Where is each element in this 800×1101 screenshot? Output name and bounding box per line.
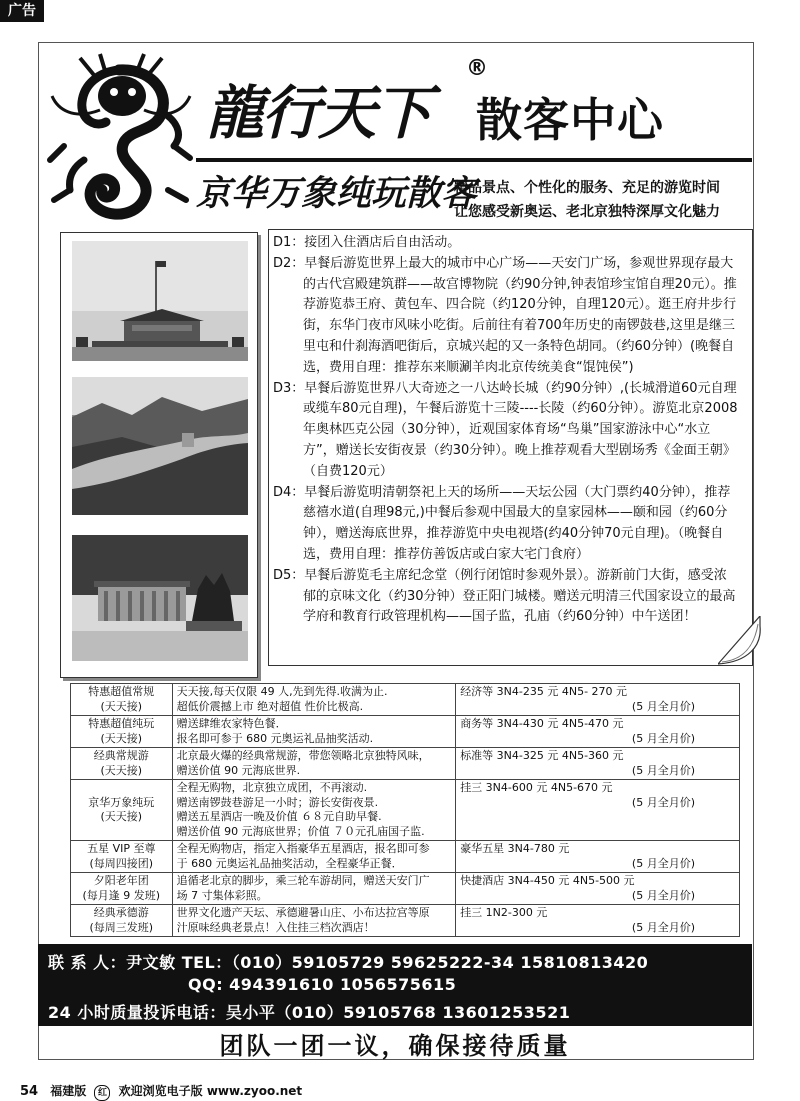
brand-tagline bbox=[454, 176, 720, 224]
product-desc-cell bbox=[172, 748, 456, 780]
product-desc-line: 赠送价值 90 元海底世界. bbox=[176, 763, 301, 777]
product-schedule: (天天接) bbox=[100, 731, 143, 745]
quality-motto: 团队一团一议，确保接待质量 bbox=[219, 1032, 571, 1060]
registered-mark: ® bbox=[466, 56, 488, 81]
product-desc-cell bbox=[172, 841, 456, 873]
contact-bar bbox=[38, 944, 752, 1026]
product-desc-line: 全程无购物，北京独立成团，不再滚动. bbox=[176, 781, 368, 794]
itinerary-day: D4：早餐后游览明清朝祭祀上天的场所——天坛公园（大门票约40分钟），推荐慈禧水道(自理98元,)中餐后参观中国最大的皇家园林——颐和园（约60分钟），赠送海底世界，推荐游览中央电视塔(约40分钟70元自理)。（晚餐自选，费用自理：推荐仿善饭店或白家大宅门食府） bbox=[273, 484, 731, 562]
product-desc-line: 全程无购物店，指定入指豪华五星酒店，报名即可参 bbox=[176, 842, 430, 855]
product-schedule: (每周三发班) bbox=[89, 920, 154, 934]
product-desc-line: 北京最火爆的经典常规游，带您领略北京独特风味， bbox=[176, 749, 430, 762]
product-name: 五星 VIP 至尊 bbox=[87, 842, 156, 855]
product-name-cell bbox=[71, 716, 173, 748]
product-price-cell bbox=[456, 780, 740, 841]
product-price-note: (5 月全月价) bbox=[631, 920, 695, 934]
tagline-line-2: 让您感受新奥运、老北京独特深厚文化魅力 bbox=[454, 204, 720, 220]
itinerary-box bbox=[268, 229, 753, 666]
page-curl-icon bbox=[718, 616, 766, 668]
brand-slogan: 京华万象纯玩散客 bbox=[196, 173, 477, 214]
product-name-cell bbox=[71, 684, 173, 716]
price-table-row bbox=[71, 716, 740, 748]
product-price-note: (5 月全月价) bbox=[631, 856, 695, 870]
product-price-note: (5 月全月价) bbox=[631, 699, 695, 713]
ad-header-tag: 广告 bbox=[0, 0, 44, 22]
product-desc-line: 赠送肆维农家特色餐． bbox=[176, 717, 287, 730]
price-table bbox=[70, 683, 740, 937]
price-table-row bbox=[71, 873, 740, 905]
price-table-row bbox=[71, 905, 740, 937]
product-schedule: (天天接) bbox=[100, 699, 143, 713]
price-table-row bbox=[71, 780, 740, 841]
edition-label: 福建版 bbox=[50, 1084, 87, 1098]
product-desc-cell bbox=[172, 905, 456, 937]
tiananmen-photo bbox=[72, 241, 248, 361]
product-name: 特惠超值纯玩 bbox=[88, 717, 155, 730]
product-price-cell bbox=[456, 905, 740, 937]
product-desc-line: 世界文化遗产天坛、承德避暑山庄、小布达拉宫等原 bbox=[176, 906, 430, 919]
great-wall-photo bbox=[72, 377, 248, 515]
itinerary-text bbox=[273, 233, 739, 628]
product-desc-line: 场 7 寸集体彩照。 bbox=[176, 888, 268, 902]
itinerary-day: D1：接团入住酒店后自由活动。 bbox=[273, 235, 461, 250]
product-price-cell bbox=[456, 716, 740, 748]
price-table-row bbox=[71, 841, 740, 873]
itinerary-day: D2：早餐后游览世界上最大的城市中心广场——天安门广场，参观世界现存最大的古代宫殿建筑群——故宫博物院（约90分钟,钟表馆珍宝馆自理20元）。推荐游览恭王府、黄包车、四合院（约120分钟，自理120元）。逛王府井步行街，东华门夜市风味小吃街。后前往有着700年历史的南锣鼓巷,这里是继三里屯和什刹海酒吧街后，京城兴起的又一条特色胡同。（约60分钟）(晚餐自选，费用自理：推荐东来顺涮羊肉北京传统美食“馄饨侯”) bbox=[273, 255, 737, 375]
product-price-note: (5 月全月价) bbox=[631, 731, 695, 745]
product-price-cell bbox=[456, 841, 740, 873]
product-schedule: (每月逢 9 发班) bbox=[82, 888, 161, 902]
product-desc-line: 赠送五星酒店一晚及价值 ６８元自助早餐. bbox=[176, 810, 382, 823]
price-table-body bbox=[71, 684, 740, 937]
product-desc-line: 报名即可参于 680 元奥运礼品抽奖活动. bbox=[176, 731, 374, 745]
product-price: 挂三 1N2-300 元 bbox=[460, 906, 548, 919]
product-desc-cell bbox=[172, 684, 456, 716]
price-table-row bbox=[71, 748, 740, 780]
contact-line-2: QQ: 494391610 1056575615 bbox=[188, 975, 457, 994]
product-name-cell bbox=[71, 748, 173, 780]
dragon-emblem-icon bbox=[44, 50, 194, 222]
product-name: 经典承德游 bbox=[93, 906, 149, 919]
product-price-note: (5 月全月价) bbox=[631, 888, 695, 902]
product-desc-line: 超低价震撼上市 绝对超值 性价比极高. bbox=[176, 699, 364, 713]
product-desc-line: 于 680 元奥运礼品抽奖活动，全程豪华正餐． bbox=[176, 856, 403, 870]
product-name: 经典常规游 bbox=[93, 749, 149, 762]
brand-title-calligraphy: 龍行天下 bbox=[206, 79, 431, 147]
product-price-note: (5 月全月价) bbox=[631, 763, 695, 777]
product-price-cell bbox=[456, 684, 740, 716]
product-name-cell bbox=[71, 905, 173, 937]
product-name: 特惠超值常规 bbox=[88, 685, 155, 698]
product-schedule: (每周四接团) bbox=[89, 856, 154, 870]
product-desc-cell bbox=[172, 780, 456, 841]
product-price-note: (5 月全月价) bbox=[631, 795, 695, 809]
brand-title-center: 散客中心 bbox=[476, 93, 664, 147]
footer-badge-icon: 红 bbox=[94, 1085, 110, 1101]
product-schedule: (天天接) bbox=[100, 763, 143, 777]
product-price-cell bbox=[456, 748, 740, 780]
product-desc-line: 赠送价值 90 元海底世界；价值 ７０元孔庙国子监. bbox=[176, 824, 425, 838]
product-price: 快捷酒店 3N4-450 元 4N5-500 元 bbox=[460, 874, 635, 887]
contact-line-3: 24 小时质量投诉电话：吴小平（010）59105768 13601253521 bbox=[48, 1003, 571, 1022]
price-table-row bbox=[71, 684, 740, 716]
product-schedule: (天天接) bbox=[100, 810, 143, 823]
product-price: 豪华五星 3N4-780 元 bbox=[460, 842, 570, 855]
product-price: 标准等 3N4-325 元 4N5-360 元 bbox=[460, 749, 624, 762]
product-desc-line: 汁原味经典老景点！入住挂三档次酒店！ bbox=[176, 920, 375, 934]
product-name-cell bbox=[71, 873, 173, 905]
product-desc-line: 追循老北京的脚步，乘三轮车游胡同，赠送天安门广 bbox=[176, 874, 430, 887]
product-desc-line: 天天接,每天仅限 49 人,先到先得.收满为止. bbox=[176, 685, 388, 698]
product-price: 挂三 3N4-600 元 4N5-670 元 bbox=[460, 781, 613, 794]
product-name-cell bbox=[71, 780, 173, 841]
product-price: 商务等 3N4-430 元 4N5-470 元 bbox=[460, 717, 624, 730]
product-price: 经济等 3N4-235 元 4N5- 270 元 bbox=[460, 685, 628, 698]
product-desc-cell bbox=[172, 716, 456, 748]
mausoleum-photo bbox=[72, 535, 248, 661]
product-name: 夕阳老年团 bbox=[93, 874, 149, 887]
photo-column bbox=[60, 232, 258, 678]
contact-line-1: 联 系 人：尹文敏 TEL：（010）59105729 59625222-34 15810813420 bbox=[48, 953, 649, 972]
itinerary-day: D3：早餐后游览世界八大奇迹之一八达岭长城（约90分钟）,(长城滑道60元自理或缆车80元自理)，午餐后游览十三陵----长陵（约60分钟）。游览北京2008年奥林匹克公园（30分钟），近观国家体育场“鸟巢”国家游泳中心“水立方”，赠送长安街夜景（约30分钟）。晚上推荐观看大型剧场秀《金面王朝》（自费120元） bbox=[273, 380, 738, 479]
product-desc-cell bbox=[172, 873, 456, 905]
page-number: 54 bbox=[20, 1084, 39, 1099]
product-name-cell bbox=[71, 841, 173, 873]
footer-website-text[interactable]: 欢迎浏览电子版 www.zyoo.net bbox=[118, 1084, 303, 1098]
page-footer bbox=[20, 1082, 302, 1101]
tagline-line-1: 精品景点、个性化的服务、充足的游览时间 bbox=[454, 180, 720, 196]
title-rule bbox=[196, 158, 752, 162]
product-price-cell bbox=[456, 873, 740, 905]
product-desc-line: 赠送南锣鼓巷游足一小时；游长安街夜景. bbox=[176, 795, 379, 809]
product-name: 京华万象纯玩 bbox=[88, 795, 155, 809]
itinerary-day: D5：早餐后游览毛主席纪念堂（例行闭馆时参观外景）。游新前门大街，感受浓郁的京味文化（约30分钟）登正阳门城楼。赠送元明清三代国家设立的最高学府和教育行政管理机构——国子监，孔庙（约60分钟）中午送团！ bbox=[273, 567, 736, 625]
